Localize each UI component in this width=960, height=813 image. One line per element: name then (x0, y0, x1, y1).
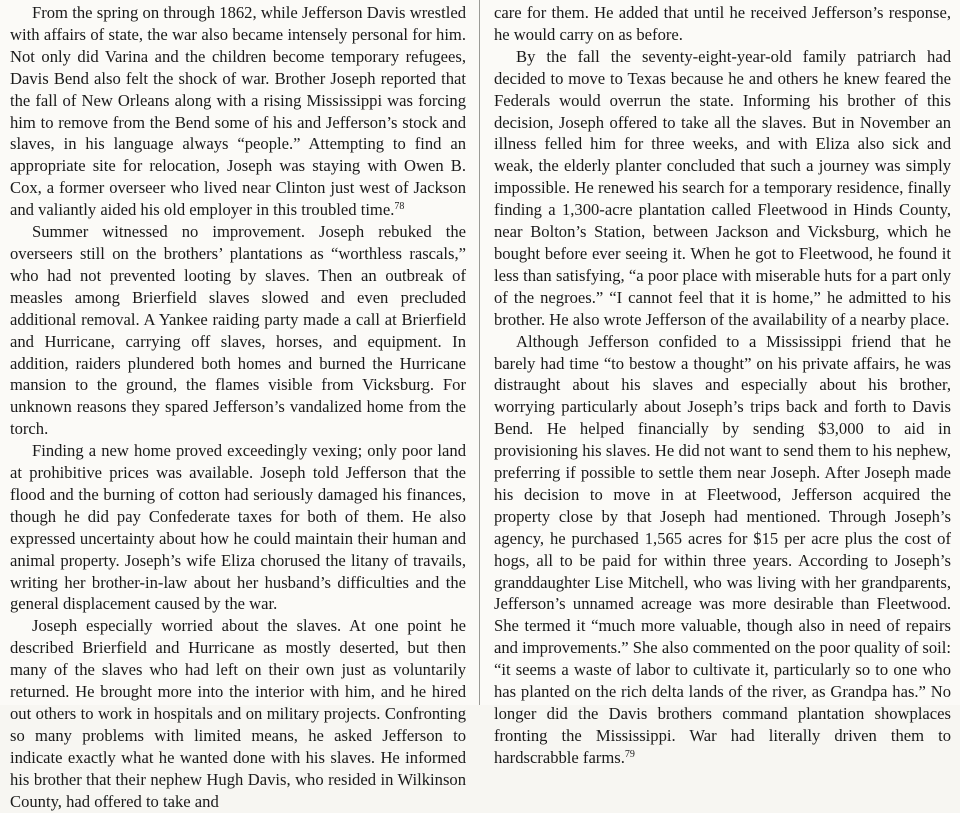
paragraph-text: From the spring on through 1862, while Jefferson Davis wrestled with affairs of state, the war also became intensely personal for him. Not only did Varina and the children become temporary refugees, Davis Bend also felt the shock of war. Brother Joseph reported that the fall of New Orleans along with a rising Mississippi was forcing him to remove from the Bend some of his and Jefferson’s stock and slaves, in his language always “people.” Attempting to find an appropriate site for relocation, Joseph was staying with Owen B. Cox, a former overseer who lived near Clinton just west of Jackson and valiantly aided his old employer in this troubled time. (10, 3, 466, 220)
paragraph (494, 46, 951, 331)
paragraph-text: Finding a new home proved exceedingly vexing; only poor land at prohibitive prices was available. Joseph told Jefferson that the flood and the burning of cotton had seriously damaged his finances, though he did pay Confederate taxes for both of them. He also expressed uncertainty about how he could maintain their human and animal property. Joseph’s wife Eliza chorused the litany of travails, writing her brother-in-law about her husband’s difficulties and the general displacement caused by the war. (10, 441, 466, 614)
page-gutter (479, 0, 480, 705)
footnote-marker: 78 (394, 201, 405, 213)
paragraph-text: care for them. He added that until he received Jefferson’s response, he would carry on as before. (494, 3, 951, 44)
paragraph (10, 221, 466, 440)
paragraph-continued (494, 2, 951, 46)
paragraph-text: By the fall the seventy-eight-year-old family patriarch had decided to move to Texas because he and others he knew feared the Federals would overrun the state. Informing his brother of this decision, Joseph offered to take all the slaves. But in November an illness felled him for three weeks, and with Eliza also sick and weak, the elderly planter concluded that such a journey was simply impossible. He renewed his search for a temporary residence, finally finding a 1,300-acre plantation called Fleetwood in Hinds County, near Bolton’s Station, between Jackson and Vicksburg, which he bought before ever seeing it. When he got to Fleetwood, he found it less than satisfying, “a poor place with miserable huts for a part only of the negroes.” “I cannot feel that it is home,” he admitted to his brother. He also wrote Jefferson of the availability of a nearby place. (494, 46, 951, 329)
paragraph (494, 331, 951, 769)
paragraph (10, 2, 466, 221)
left-column (10, 2, 466, 813)
footnote-marker: 79 (624, 748, 635, 760)
paragraph-text: Although Jefferson confided to a Mississippi friend that he barely had time “to bestow a thought” on his private affairs, he was distraught about his slaves and especially about his brother, worrying particularly about Joseph’s trips back and forth to Davis Bend. He helped financially by sending $3,000 to aid in provisioning his slaves. He did not want to send them to his nephew, preferring if possible to settle them near Joseph. After Joseph made his decision to move in at Fleetwood, Jefferson acquired the property close by that Joseph had mentioned. Through Joseph’s agency, he purchased 1,565 acres for $15 per acre plus the cost of hogs, all to be paid for within three years. According to Joseph’s granddaughter Lise Mitchell, who was living with her grandparents, Jefferson’s unnamed acreage was more desirable than Fleetwood. She termed it “much more valuable, though also in need of repairs and improvements.” She also commented on the poor quality of soil: “it seems a waste of labor to cultivate it, particularly so to one who has planted on the rich delta lands of the river, as Grandpa has.” No longer did the Davis brothers command plantation showplaces fronting the Mississippi. War had literally driven them to hardscrabble farms. (494, 331, 951, 767)
paragraph (10, 615, 466, 812)
paragraph-text: Summer witnessed no improvement. Joseph rebuked the overseers still on the brothers’ plantations as “worthless rascals,” who had not prevented looting by slaves. Then an outbreak of measles among Brierfield slaves slowed and even precluded additional removal. A Yankee raiding party made a call at Brierfield and Hurricane, carrying off slaves, horses, and equipment. In addition, raiders plundered both homes and burned the Hurricane mansion to the ground, the flames visible from Vicksburg. For unknown reasons they spared Jefferson’s vandalized home from the torch. (10, 222, 466, 439)
paragraph (10, 440, 466, 615)
right-column (494, 2, 951, 769)
paragraph-text: Joseph especially worried about the slaves. At one point he described Brierfield and Hurricane as mostly deserted, but then many of the slaves who had left on their own just as voluntarily returned. He brought more into the interior with him, and he hired out others to work in hospitals and on military projects. Confronting so many problems with limited means, he asked Jefferson to indicate exactly what he wanted done with his slaves. He informed his brother that their nephew Hugh Davis, who resided in Wilkinson County, had offered to take and (10, 616, 466, 811)
